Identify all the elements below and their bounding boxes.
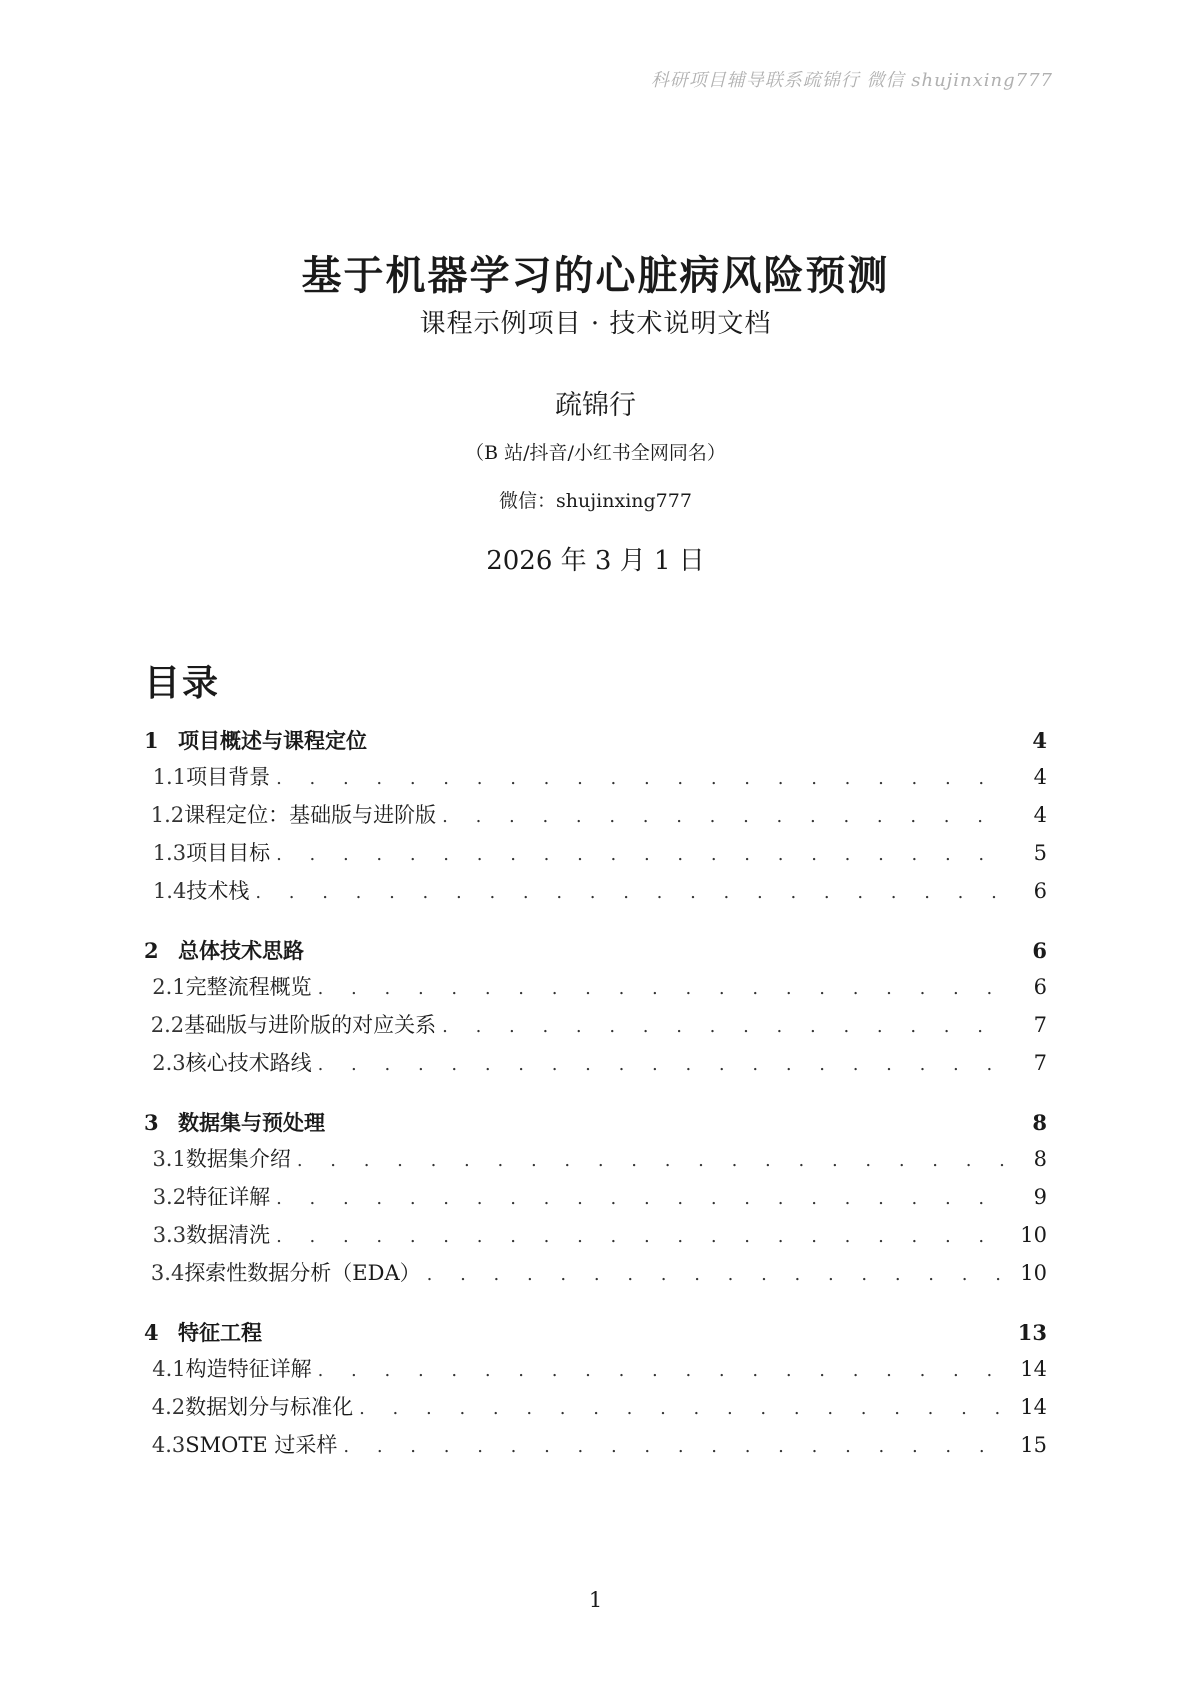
toc-subsection-title: 基础版与进阶版的对应关系 [184,1013,437,1037]
toc-subsection-title: 项目目标 [186,841,271,865]
toc-section-gap [144,1082,1047,1106]
author-name: 疏锦行 [555,390,636,421]
toc-subsection-entry[interactable] [144,1426,1047,1464]
toc-subsection-title: 完整流程概览 [185,975,312,999]
toc-subsection-number: 1.3 [152,841,187,865]
toc-leader-dots [297,1142,1007,1180]
toc-leader-dots [427,1256,1007,1294]
toc-subsection-entry[interactable] [144,1216,1047,1254]
toc-subsection-title: 特征详解 [186,1185,271,1209]
document-date: 2026 年 3 月 1 日 [486,546,705,576]
toc-subsection-number: 2.3 [152,1051,186,1075]
toc-leader-dots [276,836,1007,874]
toc-subsection-page: 4 [1033,765,1047,789]
toc-section-entry[interactable] [144,1316,1047,1350]
toc-section-title: 数据集与预处理 [178,1110,325,1135]
toc-subsection-page: 14 [1020,1357,1047,1381]
toc-section-number: 3 [144,1110,159,1135]
toc-subsection-page: 15 [1020,1433,1047,1457]
toc-subsection-entry[interactable] [144,834,1047,872]
toc-subsection-page: 6 [1033,879,1047,903]
toc-subsection-number: 1.2 [150,803,185,827]
toc-subsection-title: 构造特征详解 [185,1357,312,1381]
toc-subsection-number: 4.2 [151,1395,186,1419]
toc-subsection-page: 8 [1033,1147,1047,1171]
toc-section-page: 6 [1032,938,1047,963]
toc-section-gap [144,1292,1047,1316]
document-title: 基于机器学习的心脏病风险预测 [301,252,890,299]
toc-section-page: 13 [1017,1320,1047,1345]
author-alias: （B 站/抖音/小红书全网同名） [465,442,726,464]
toc-subsection-title: 课程定位：基础版与进阶版 [184,803,437,827]
toc-subsection-page: 14 [1020,1395,1047,1419]
toc-subsection-entry[interactable] [144,1006,1047,1044]
toc-section-number: 2 [144,938,159,963]
toc-section-entry[interactable] [144,1106,1047,1140]
toc-subsection-title: 技术栈 [186,879,250,903]
toc-heading: 目录 [144,662,221,704]
toc-subsection-number: 4.3 [151,1433,186,1457]
toc-subsection-entry[interactable] [144,1178,1047,1216]
toc-leader-dots [276,760,1007,798]
toc-leader-dots [276,1218,1007,1256]
toc-subsection-entry[interactable] [144,1254,1047,1292]
toc-subsection-entry[interactable] [144,758,1047,796]
toc-subsection-page: 9 [1033,1185,1047,1209]
toc-section-number: 4 [144,1320,159,1345]
toc-section-entry[interactable] [144,934,1047,968]
toc-subsection-title: SMOTE 过采样 [185,1433,338,1457]
toc-subsection-number: 3.1 [152,1147,186,1171]
toc-section-gap [144,910,1047,934]
toc-subsection-number: 2.1 [152,975,186,999]
toc-subsection-number: 3.3 [152,1223,187,1247]
toc-subsection-title: 探索性数据分析（EDA） [184,1261,421,1285]
toc-leader-dots [318,970,1007,1008]
toc-section-number: 1 [144,728,159,753]
toc-subsection-number: 1.4 [152,879,187,903]
table-of-contents [144,724,1047,1464]
toc-subsection-title: 数据集介绍 [185,1147,291,1171]
toc-leader-dots [442,1008,1007,1046]
toc-subsection-number: 3.4 [150,1261,185,1285]
toc-subsection-number: 4.1 [152,1357,186,1381]
document-subtitle: 课程示例项目 · 技术说明文档 [419,309,772,339]
toc-subsection-title: 项目背景 [186,765,271,789]
page-number: 1 [588,1588,603,1612]
toc-subsection-page: 7 [1033,1051,1047,1075]
toc-subsection-entry[interactable] [144,796,1047,834]
author-wechat: 微信：shujinxing777 [499,490,692,512]
toc-subsection-entry[interactable] [144,1140,1047,1178]
toc-subsection-entry[interactable] [144,1044,1047,1082]
toc-subsection-page: 10 [1020,1223,1047,1247]
toc-subsection-entry[interactable] [144,1350,1047,1388]
toc-leader-dots [343,1428,1007,1466]
toc-subsection-title: 数据划分与标准化 [185,1395,354,1419]
toc-leader-dots [255,874,1007,912]
toc-leader-dots [318,1352,1007,1390]
toc-leader-dots [359,1390,1007,1428]
toc-subsection-number: 3.2 [152,1185,187,1209]
toc-section-title: 特征工程 [178,1320,262,1345]
toc-subsection-title: 核心技术路线 [185,1051,312,1075]
toc-subsection-page: 6 [1033,975,1047,999]
toc-subsection-number: 2.2 [150,1013,185,1037]
toc-subsection-number: 1.1 [152,765,187,789]
toc-section-entry[interactable] [144,724,1047,758]
toc-subsection-page: 4 [1033,803,1047,827]
toc-section-page: 8 [1032,1110,1047,1135]
toc-subsection-page: 5 [1033,841,1047,865]
toc-subsection-page: 10 [1020,1261,1047,1285]
toc-leader-dots [442,798,1007,836]
toc-leader-dots [318,1046,1007,1084]
toc-subsection-entry[interactable] [144,968,1047,1006]
toc-leader-dots [276,1180,1007,1218]
toc-section-page: 4 [1032,728,1047,753]
toc-subsection-title: 数据清洗 [186,1223,271,1247]
toc-subsection-entry[interactable] [144,872,1047,910]
toc-section-title: 总体技术思路 [178,938,304,963]
toc-subsection-page: 7 [1033,1013,1047,1037]
watermark: 科研项目辅导联系疏锦行 微信 shujinxing777 [650,70,1053,91]
toc-subsection-entry[interactable] [144,1388,1047,1426]
toc-section-title: 项目概述与课程定位 [178,728,367,753]
